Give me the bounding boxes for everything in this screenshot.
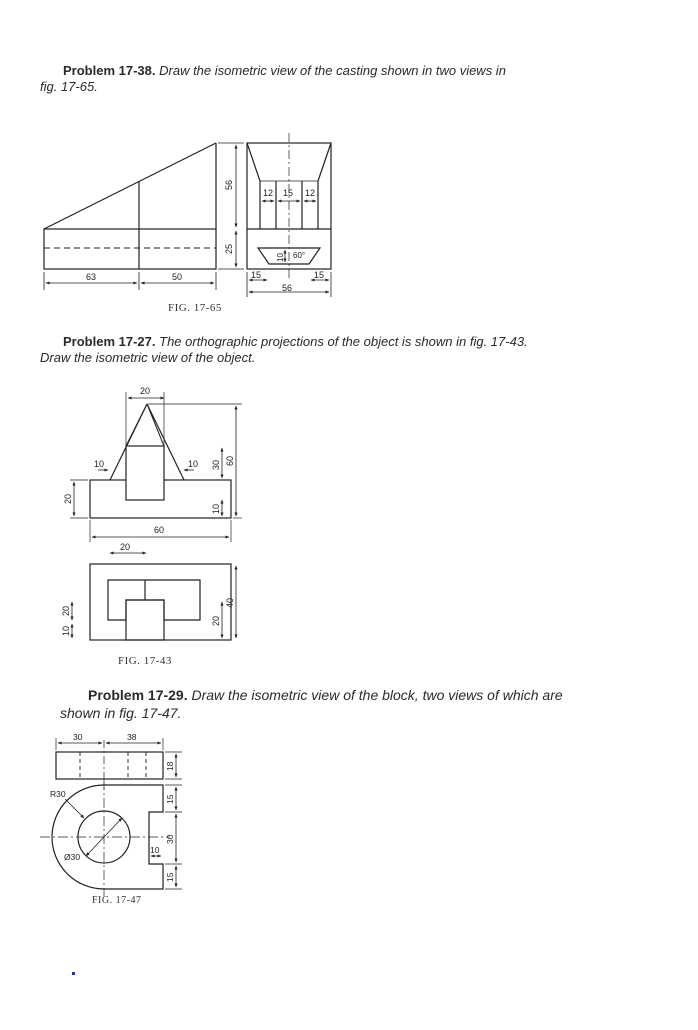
fig-17-65-labels	[86, 180, 324, 293]
problem-id: Problem 17-38.	[63, 63, 156, 78]
caption-fig-17-65: FIG. 17-65	[168, 302, 222, 314]
problem-id: Problem 17-27.	[63, 334, 156, 349]
blue-dot-mark	[72, 972, 75, 975]
dim-40: 40	[225, 597, 235, 608]
dim-25: 25	[224, 243, 234, 254]
problem-text-cont: fig. 17-65.	[40, 79, 98, 94]
dim-12-left: 12	[263, 188, 274, 198]
dim-30-vertical: 30	[165, 834, 175, 844]
dim-56-horizontal: 56	[282, 283, 293, 293]
dim-15-top: 15	[165, 794, 175, 804]
dim-15-left: 15	[251, 270, 262, 280]
problem-text-cont: shown in fig. 17-47.	[60, 705, 182, 721]
dim-38: 38	[127, 732, 137, 742]
dim-10-right: 10	[188, 459, 199, 469]
radius-r30: R30	[50, 789, 66, 799]
dim-10-left: 10	[94, 459, 105, 469]
dim-18: 18	[165, 761, 175, 771]
fig-17-65-front-view	[44, 143, 244, 290]
dim-10-bottom: 10	[211, 503, 221, 514]
dim-56-vertical: 56	[224, 179, 234, 190]
problem-text: Draw the isometric view of the block, two views of which are	[191, 687, 563, 703]
dim-30-horizontal: 30	[73, 732, 83, 742]
dim-15-middle: 15	[283, 188, 294, 198]
dim-10: 10	[150, 845, 160, 855]
fig-17-47-labels	[50, 732, 175, 882]
dim-20-left: 20	[63, 493, 73, 504]
dim-60-horizontal: 60	[154, 525, 165, 535]
dim-63: 63	[86, 272, 97, 282]
dim-12-right: 12	[305, 188, 316, 198]
dim-20-plan-right: 20	[211, 615, 221, 626]
dim-20-top: 20	[140, 386, 151, 396]
dim-60-vertical: 60	[225, 455, 235, 466]
dim-10-plan: 10	[61, 625, 71, 636]
problem-text: The orthographic projections of the object is shown in fig. 17-43.	[159, 334, 528, 349]
problem-text: Draw the isometric view of the casting shown in two views in	[159, 63, 506, 78]
caption-fig-17-47: FIG. 17-47	[92, 895, 142, 906]
dim-15-bottom: 15	[165, 872, 175, 882]
caption-fig-17-43: FIG. 17-43	[118, 655, 172, 667]
problem-id: Problem 17-29.	[88, 687, 188, 703]
dim-10: 10	[276, 253, 285, 262]
angle-60: 60°	[293, 251, 306, 260]
problem-text-cont: Draw the isometric view of the object.	[40, 350, 256, 365]
fig-17-43-labels	[61, 386, 235, 636]
dim-20-plan: 20	[61, 605, 71, 616]
dim-15-right: 15	[314, 270, 325, 280]
dim-30: 30	[211, 459, 221, 470]
dim-50: 50	[172, 272, 183, 282]
fig-17-47-front-view	[56, 738, 182, 790]
dim-20-mid: 20	[120, 542, 131, 552]
diameter-30: Ø30	[64, 852, 81, 862]
